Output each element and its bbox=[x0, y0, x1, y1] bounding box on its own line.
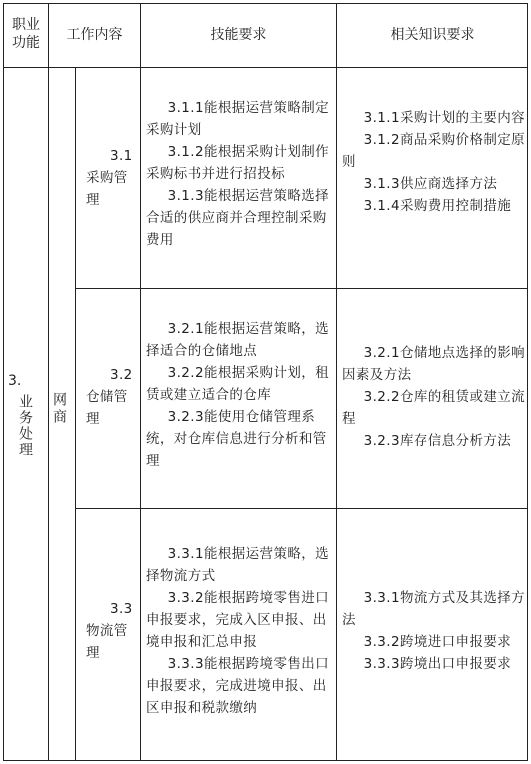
divider bbox=[336, 3, 337, 761]
knowledge-cell: 3.1.1采购计划的主要内容 3.1.2商品采购价格制定原则 3.1.3供应商选择方法 3.1.4采购费用控制措施 bbox=[342, 110, 526, 214]
divider bbox=[48, 3, 49, 761]
header-knowledge bbox=[337, 26, 528, 44]
work-content-cell: 3.1 采购管理 bbox=[86, 148, 133, 208]
category-label: 网商 bbox=[51, 392, 67, 426]
header-work-content bbox=[49, 26, 140, 44]
divider bbox=[75, 288, 528, 289]
header-function-label: 职业功能 bbox=[12, 17, 40, 51]
header-knowledge-label: 相关知识要求 bbox=[390, 27, 475, 43]
divider bbox=[75, 508, 528, 509]
knowledge-cell: 3.3.1物流方式及其选择方法 3.3.2跨境进口申报要求 3.3.3跨境出口申报要求 bbox=[342, 590, 526, 672]
function-name: 业务处理 bbox=[17, 394, 33, 458]
header-function bbox=[6, 16, 46, 52]
header-work-content-label: 工作内容 bbox=[66, 27, 123, 43]
work-content-cell: 3.3 物流管理 bbox=[86, 601, 133, 661]
header-skills-label: 技能要求 bbox=[210, 27, 267, 43]
skills-cell: 3.3.1能根据运营策略，选择物流方式 3.3.2能根据跨境零售进口申报要求，完成入区申报、出境申报和汇总申报 3.3.3能根据跨境零售出口申报要求，完成进境申报、出区申报和税款缴纳 bbox=[146, 546, 330, 716]
skills-cell: 3.1.1能根据运营策略制定采购计划 3.1.2能根据采购计划制作采购标书并进行招投标 3.1.3能根据运营策略选择合适的供应商并合理控制采购费用 bbox=[146, 100, 330, 248]
divider bbox=[75, 67, 76, 761]
divider bbox=[3, 67, 528, 68]
skills-cell: 3.2.1能根据运营策略，选择适合的仓储地点 3.2.2能根据采购计划，租赁或建立适合的仓库 3.2.3能使用仓储管理系统，对仓库信息进行分析和管理 bbox=[146, 321, 330, 469]
function-number: 3. bbox=[8, 373, 22, 389]
header-skills bbox=[141, 26, 336, 44]
work-content-cell: 3.2 仓储管理 bbox=[86, 367, 133, 427]
knowledge-cell: 3.2.1仓储地点选择的影响因素及方法 3.2.2仓库的租赁或建立流程 3.2.3库存信息分析方法 bbox=[342, 345, 526, 449]
divider bbox=[140, 3, 141, 761]
